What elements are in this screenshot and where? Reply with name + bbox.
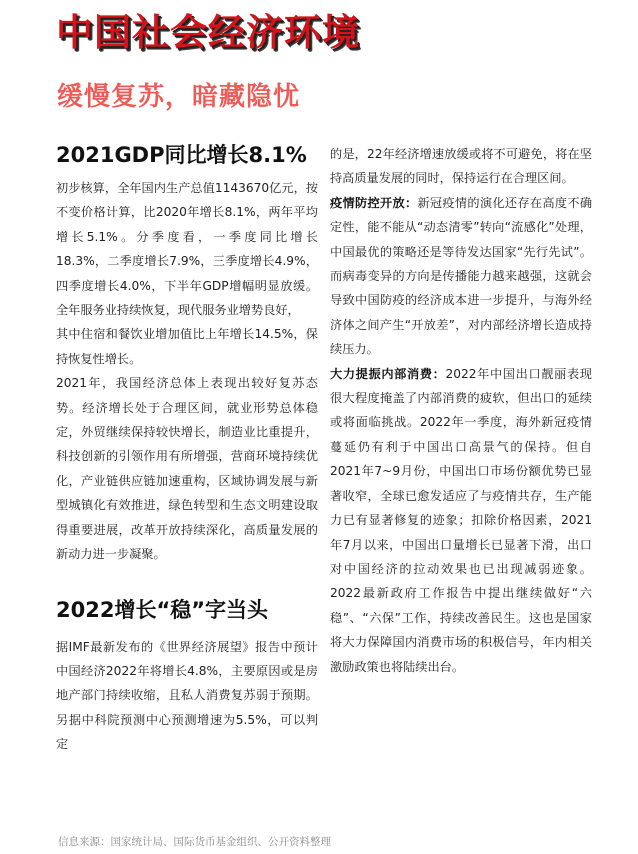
- right-column: [330, 142, 592, 679]
- page-subtitle: 缓慢复苏，暗藏隐忧: [57, 82, 301, 112]
- epidemic-text: 新冠疫情的演化还存在高度不确定性，能不能从“动态清零”转向“流感化”处理，中国最优的策略还是等待发达国家“先行先试”。而病毒变异的方向是传播能力越来越强，这就会导致中国防疫的经济成本进一步提升，与海外经济体之间产生“开放差”，对内部经济增长造成持续压力。: [330, 195, 593, 357]
- recovery-paragraph: 2021年，我国经济总体上表现出较好复苏态势。经济增长处于合理区间，就业形势总体稳定，外贸继续保持较快增长，制造业比重提升，科技创新的引领作用有所增强，营商环境持续优化，产业链供应链加速重构，区域协调发展与新型城镇化有效推进，绿色转型和生态文明建设取得重要进展，改革开放持续深化，高质量发展的新动力进一步凝聚。: [56, 376, 318, 562]
- section-heading-gdp: 2021GDP同比增长8.1%: [56, 143, 307, 167]
- epidemic-label: 疫情防控开放：: [330, 195, 418, 210]
- imf-paragraph-continued: 的是，22年经济增速放缓或将不可避免，将在坚持高质量发展的同时，保持运行在合理区间。: [330, 147, 592, 186]
- page-title: 中国社会经济环境: [56, 11, 360, 54]
- left-column: [56, 142, 318, 757]
- epidemic-paragraph: [330, 191, 592, 362]
- consumption-text: 2022年中国出口靓丽表现很大程度掩盖了内部消费的疲软，但出口的延续或将面临挑战。2022年一季度，海外新冠疫情蔓延仍有利于中国出口高景气的保持。但自2021年7~9月份，中国出口市场份额优势已显著收窄，全球已愈发适应了与疫情共存，生产能力已有显著修复的迹象；扣除价格因素，2021年7月以来，中国出口量增长已显著下滑，出口对中国经济的拉动效果也已出现减弱迹象。2022最新政府工作报告中提出继续做好“六稳”、“六保”工作，持续改善民生。这也是国家将大力保障国内消费市场的积极信号，年内相关激励政策也将陆续出台。: [330, 366, 592, 674]
- consumption-label: 大力提振内部消费：: [330, 366, 446, 381]
- source-note: 信息来源：国家统计局、国际货币基金组织、公开资料整理: [58, 836, 331, 848]
- consumption-paragraph: [330, 362, 592, 679]
- section-heading-2022: 2022增长“稳”字当头: [56, 597, 269, 622]
- services-paragraph: 其中住宿和餐饮业增加值比上年增长14.5%，保持恢复性增长。: [56, 327, 318, 366]
- gdp-paragraph: 初步核算，全年国内生产总值1143670亿元，按不变价格计算，比2020年增长8.1%，两年平均增长5.1%。分季度看，一季度同比增长18.3%，二季度增长7.9%，三季度增长4.9%，四季度增长4.0%，下半年GDP增幅明显放缓。全年服务业持续恢复，现代服务业增势良好，: [56, 181, 318, 318]
- imf-paragraph: 据IMF最新发布的《世界经济展望》报告中预计中国经济2022年将增长4.8%，主要原因或是房地产部门持续收缩，且私人消费复苏弱于预期。另据中科院预测中心预测增速为5.5%，可以判定: [56, 639, 318, 752]
